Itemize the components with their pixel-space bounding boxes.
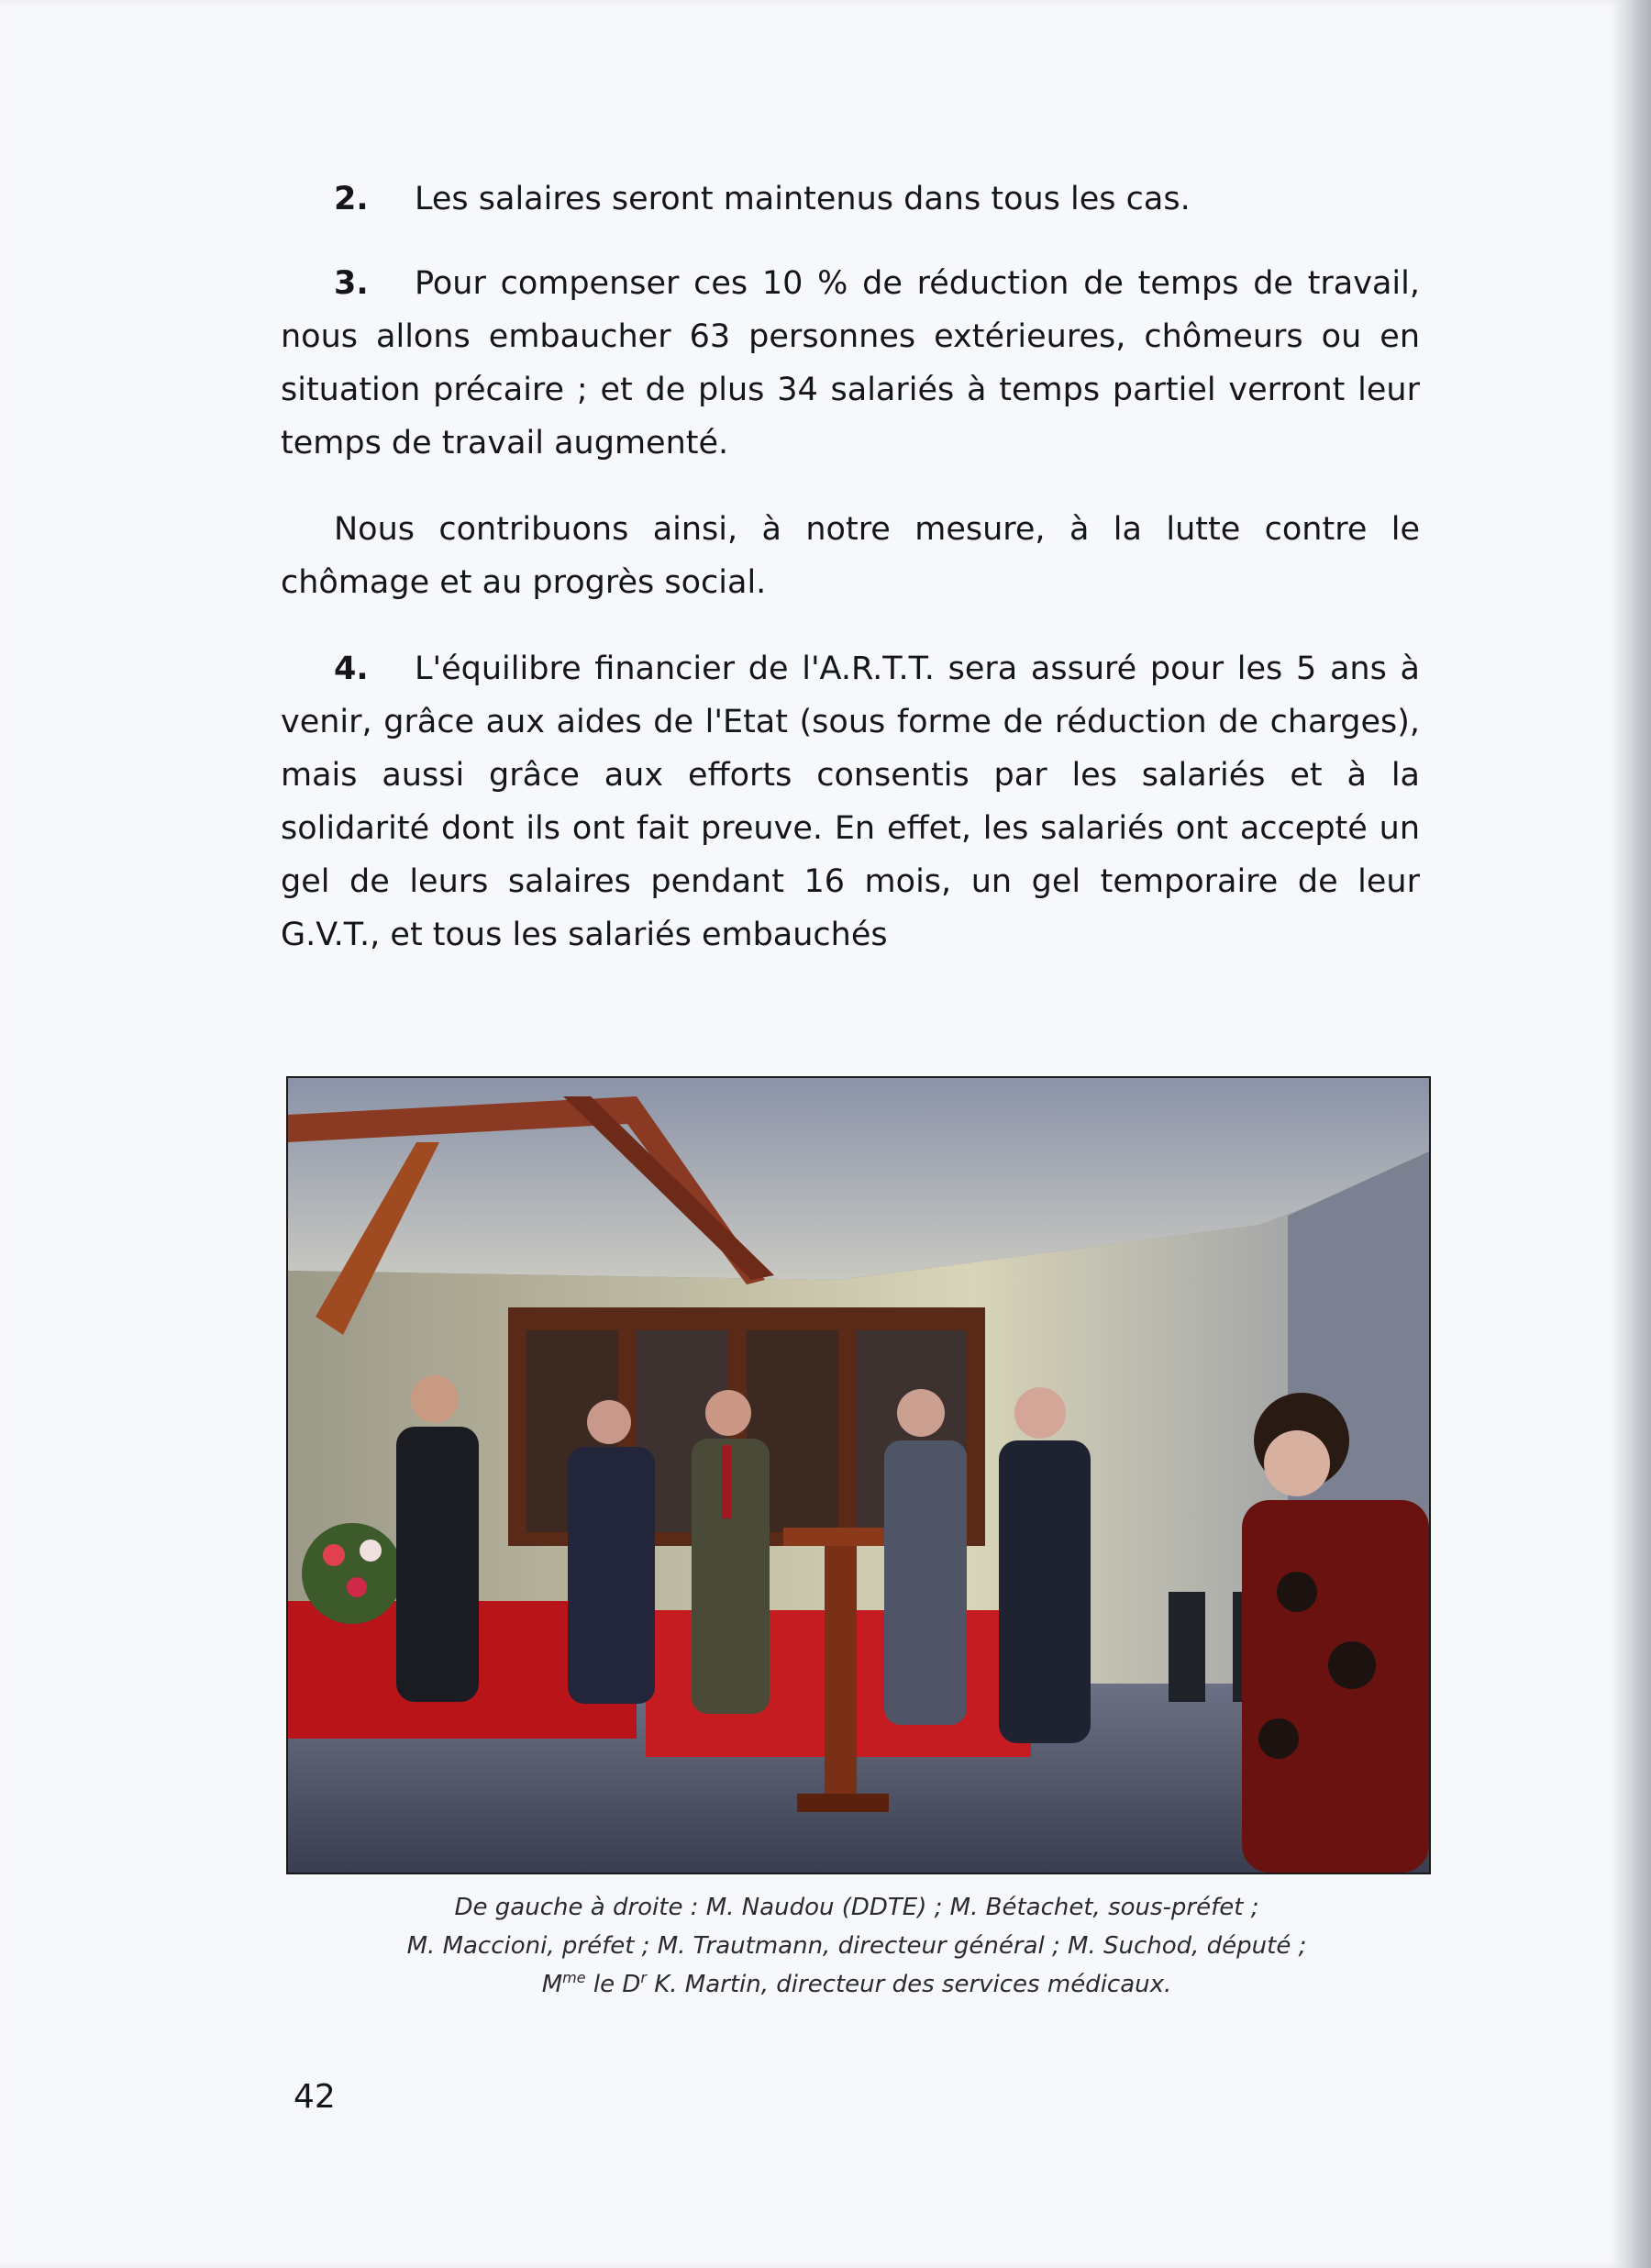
caption-text: K. Martin, directeur des services médicaux. [646,1971,1172,1998]
event-photo [286,1076,1431,1874]
paragraph-text: L'équilibre financier de l'A.R.T.T. sera assuré pour les 5 ans à venir, grâce aux aides de l'Etat (sous forme de réduction de charges), mais aussi grâce aux efforts consentis par les salariés et à la solidarité dont ils ont fait preuve. En effet, les salariés ont accepté un gel de leurs salaires pendant 16 mois, un gel temporaire de leur G.V.T., et tous les salariés embauchés [281,650,1420,953]
flower [323,1544,345,1566]
caption-line: M. Maccioni, préfet ; M. Trautmann, directeur général ; M. Suchod, député ; [406,1932,1307,1960]
flower [360,1540,382,1562]
caption-superscript: me [562,1969,586,1986]
paragraph-2 [281,172,1420,226]
page-edge [1622,0,1651,2268]
caption-text: le D [585,1971,641,1998]
photo-illustration [288,1078,1429,1873]
item-number: 4. [334,650,369,687]
page-number: 42 [294,2078,336,2116]
caption-line: De gauche à droite : M. Naudou (DDTE) ; M. Bétachet, sous-préfet ; [454,1894,1259,1921]
chair [1169,1592,1205,1702]
caption-text: M [541,1971,563,1998]
paragraph-conclusion [281,503,1420,609]
flower [347,1577,367,1597]
item-number: 3. [334,265,369,302]
photo-caption [286,1888,1427,2004]
paragraph-text: Nous contribuons ainsi, à notre mesure, à la lutte contre le chômage et au progrès social. [281,511,1420,601]
flower-bouquet [302,1523,403,1624]
paragraph-text: Pour compenser ces 10 % de réduction de temps de travail, nous allons embaucher 63 personnes extérieures, chômeurs ou en situation précaire ; et de plus 34 salariés à temps partiel verront leur temps de travail augmenté. [281,265,1420,461]
caption-line [286,1965,1427,2004]
paragraph-3 [281,257,1420,470]
paragraph-text: Les salaires seront maintenus dans tous les cas. [415,181,1191,217]
caption-superscript: r [640,1969,647,1986]
paragraph-4 [281,642,1420,962]
item-number: 2. [334,181,369,217]
